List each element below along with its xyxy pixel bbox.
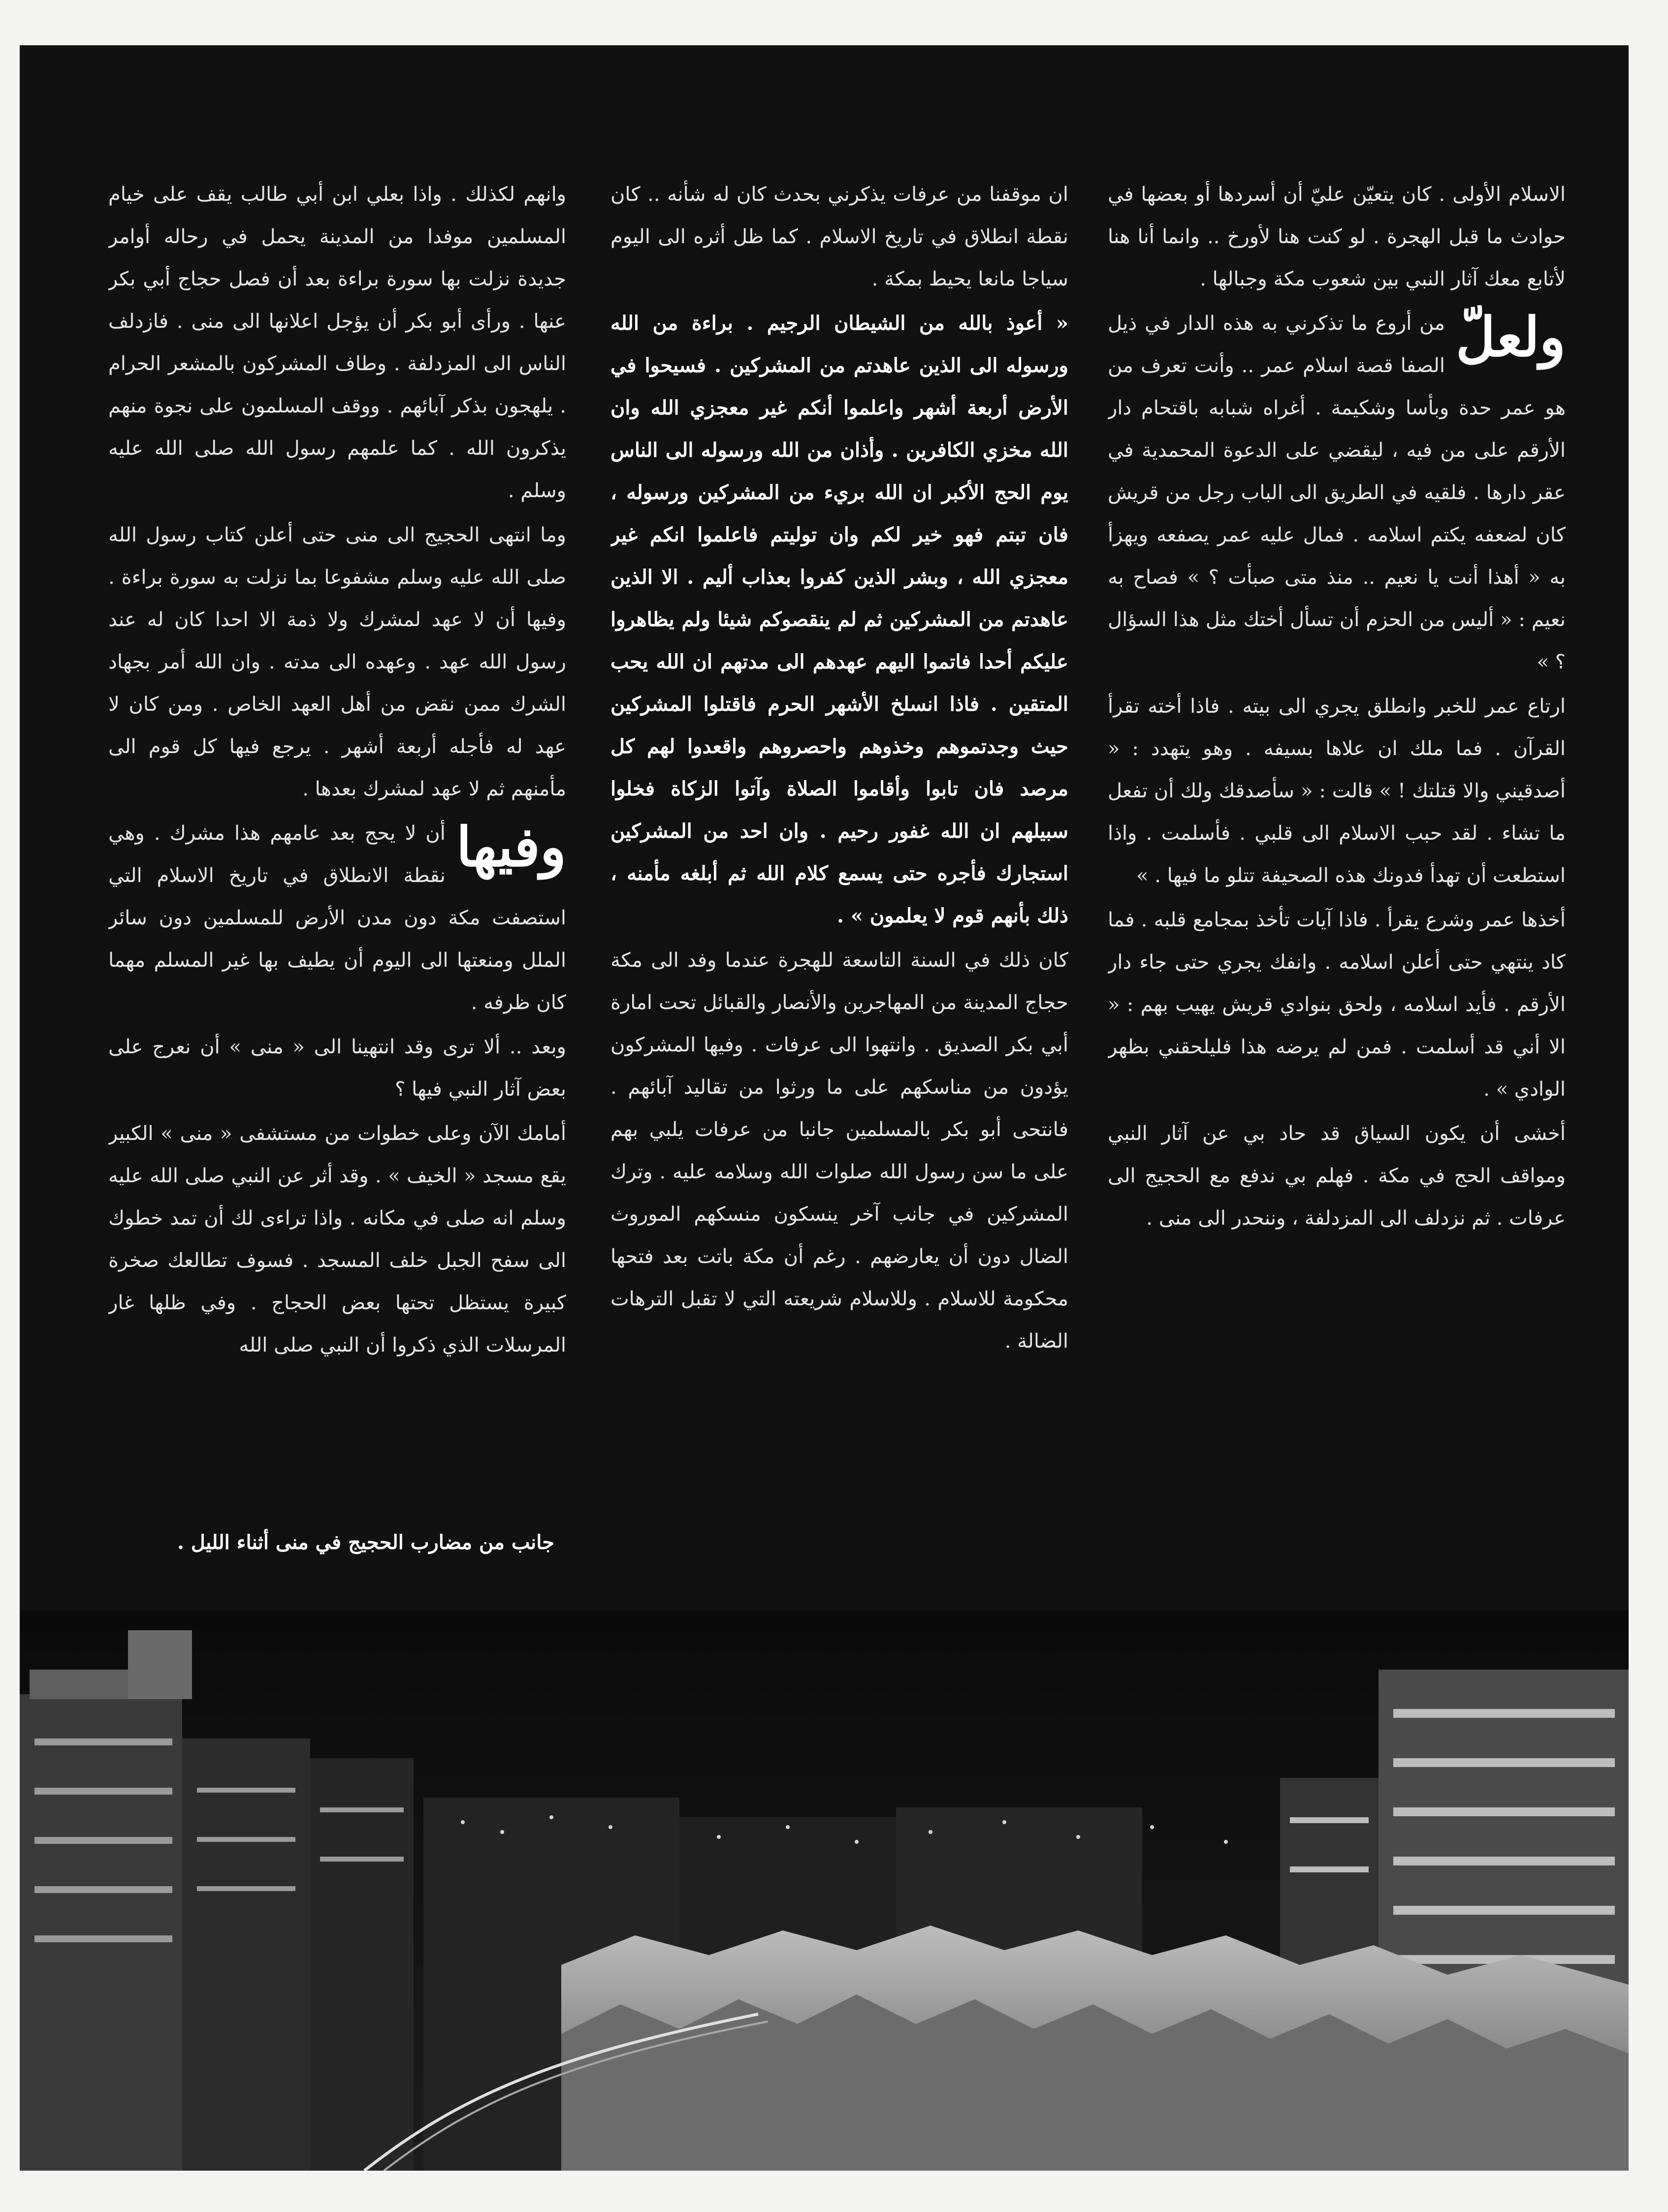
article-column-middle bbox=[610, 173, 1068, 1502]
article-columns bbox=[108, 173, 1566, 1502]
paragraph bbox=[108, 812, 566, 1024]
paragraph: أخشى أن يكون السياق قد حاد بي عن آثار النبي ومواقف الحج في مكة . فهلم بي ندفع مع الحجيج الى عرفات . ثم نزدلف الى المزدلفة ، وننحدر الى منى . bbox=[1108, 1122, 1566, 1230]
night-photo-mina bbox=[20, 1611, 1629, 2171]
drop-word: وفيها bbox=[456, 815, 566, 879]
paragraph: ارتاع عمر للخبر وانطلق يجري الى بيته . فاذا أخته تقرأ القرآن . فما ملك ان علاها بسيفه . وهو يتهدد : « أصدقيني والا قتلتك ! » قالت : « سأصدقك ولك أن تفعل ما تشاء . لقد حبب الاسلام الى قلبي . فأسلمت . واذا استطعت أن تهدأ فدونك هذه الصحيفة تتلو ما فيها . » bbox=[1108, 695, 1566, 887]
paragraph: وما انتهى الحجيج الى منى حتى أعلن كتاب رسول الله صلى الله عليه وسلم مشفوعا بما نزلت به سورة براءة . وفيها أن لا عهد لمشرك ولا ذمة الا احدا كان له عند رسول الله عهد . وعهده الى مدته . وان الله أمر بجهاد الشرك ممن نقض من أهل العهد الخاص . ومن كان لا عهد له فأجله أربعة أشهر . يرجع فيها كل قوم الى مأمنهم ثم لا عهد لمشرك بعدها . bbox=[108, 524, 566, 800]
paragraph: أخذها عمر وشرع يقرأ . فاذا آيات تأخذ بمجامع قلبه . فما كاد ينتهي حتى أعلن اسلامه . وانفك يجري حتى جاء دار الأرقم . فأيد اسلامه ، ولحق بنوادي قريش يهيب بهم : « الا أني قد أسلمت . فمن لم يرضه هذا فليلحقني بظهر الوادي » . bbox=[1108, 909, 1566, 1101]
paragraph: الاسلام الأولى . كان يتعيّن عليّ أن أسردها أو بعضها في حوادث ما قبل الهجرة . لو كنت هنا لأورخ .. وانما أنا هنا لأتابع معك آثار النبي بين شعوب مكة وجبالها . bbox=[1108, 183, 1566, 290]
paragraph-text: من أروع ما تذكرني به هذه الدار في ذيل الصفا قصة اسلام عمر .. وأنت تعرف من هو عمر حدة وبأسا وشكيمة . أغراه شبابه باقتحام دار الأرقم على من فيه ، ليقضي على الدعوة المحمدية في عقر دارها . فلقيه في الطريق الى الباب رجل من قريش كان لضعفه يكتم اسلامه . فمال عليه عمر يصفعه ويهزأ به « أهذا أنت يا نعيم .. منذ متى صبأت ؟ » فصاح به نعيم : « أليس من الحزم أن تسأل أختك مثل هذا السؤال ؟ » bbox=[1108, 312, 1566, 673]
paragraph: ان موقفنا من عرفات يذكرني بحدث كان له شأنه .. كان نقطة انطلاق في تاريخ الاسلام . كما ظل أثره الى اليوم سياجا مانعا يحيط بمكة . bbox=[610, 183, 1068, 290]
magazine-page bbox=[20, 45, 1629, 2171]
paragraph-text: أن لا يحج بعد عامهم هذا مشرك . وهي نقطة الانطلاق في تاريخ الاسلام التي استصفت مكة دون مدن الأرض للمسلمين دون سائر الملل ومنعتها الى اليوم أن يطيف بها غير المسلم مهما كان ظرفه . bbox=[108, 822, 566, 1014]
paragraph bbox=[1108, 302, 1566, 683]
photo-caption: جانب من مضارب الحجيج في منى أثناء الليل . bbox=[177, 1531, 555, 1554]
article-column-left bbox=[108, 173, 566, 1502]
drop-word: ولعلّ bbox=[1455, 305, 1566, 369]
paragraph: وانهم لكذلك . واذا بعلي ابن أبي طالب يقف على خيام المسلمين موفدا من المدينة يحمل في رحاله أوامر جديدة نزلت بها سورة براءة بعد أن فصل حجاج أبي بكر عنها . ورأى أبو بكر أن يؤجل اعلانها الى منى . فازدلف الناس الى المزدلفة . وطاف المشركون بالمشعر الحرام . يلهجون بذكر آبائهم . ووقف المسلمون على نجوة منهم يذكرون الله . كما علمهم رسول الله صلى الله عليه وسلم . bbox=[108, 183, 566, 502]
paragraph: كان ذلك في السنة التاسعة للهجرة عندما وفد الى مكة حجاج المدينة من المهاجرين والأنصار والقبائل تحت امارة أبي بكر الصديق . وانتهوا الى عرفات . وفيها المشركون يؤدون من مناسكهم على ما ورثوا من تقاليد آبائهم . فانتحى أبو بكر بالمسلمين جانبا من عرفات يلبي بهم على ما سن رسول الله صلوات الله وسلامه عليه . وترك المشركين في جانب آخر ينسكون منسكهم الموروث الضال دون أن يعارضهم . رغم أن مكة باتت بعد فتحها محكومة للاسلام . وللاسلام شريعته التي لا تقبل الترهات الضالة . bbox=[610, 949, 1068, 1353]
quran-quote: « أعوذ بالله من الشيطان الرجيم . براءة من الله ورسوله الى الذين عاهدتم من المشركين . فسيحوا في الأرض أربعة أشهر واعلموا أنكم غير معجزي الله وان الله مخزي الكافرين . وأذان من الله ورسوله الى الناس يوم الحج الأكبر ان الله بريء من المشركين ورسوله ، فان تبتم فهو خير لكم وان توليتم فاعلموا انكم غير معجزي الله ، وبشر الذين كفروا بعذاب أليم . الا الذين عاهدتم من المشركين ثم لم ينقصوكم شيئا ولم يظاهروا عليكم أحدا فاتموا اليهم عهدهم الى مدتهم ان الله يحب المتقين . فاذا انسلخ الأشهر الحرم فاقتلوا المشركين حيث وجدتموهم وخذوهم واحصروهم واقعدوا لهم كل مرصد فان تابوا وأقاموا الصلاة وآتوا الزكاة فخلوا سبيلهم ان الله غفور رحيم . وان احد من المشركين استجارك فأجره حتى يسمع كلام الله ثم أبلغه مأمنه ، ذلك بأنهم قوم لا يعلمون » . bbox=[610, 312, 1068, 927]
article-column-right bbox=[1108, 173, 1566, 1502]
paragraph: أمامك الآن وعلى خطوات من مستشفى « منى » الكبير يقع مسجد « الخيف » . وقد أثر عن النبي صلى الله عليه وسلم انه صلى في مكانه . واذا تراءى لك أن تمد خطوك الى سفح الجبل خلف المسجد . فسوف تطالعك صخرة كبيرة يستظل تحتها بعض الحجاج . وفي ظلها غار المرسلات الذي ذكروا أن النبي صلى الله bbox=[108, 1122, 566, 1357]
paragraph: وبعد .. ألا ترى وقد انتهينا الى « منى » أن نعرج على بعض آثار النبي فيها ؟ bbox=[108, 1036, 566, 1101]
